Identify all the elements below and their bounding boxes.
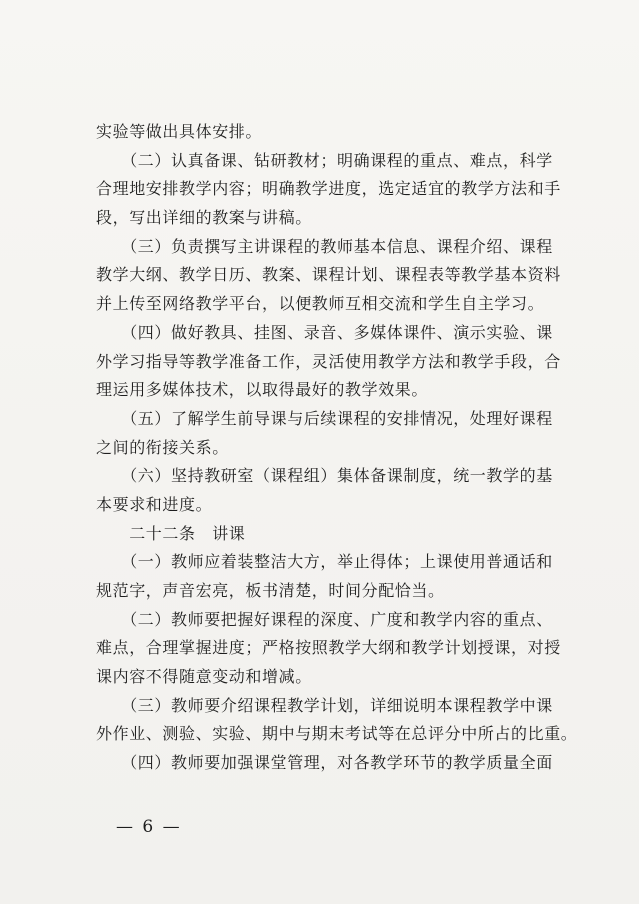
text-line: 课内容不得随意变动和增减。 [96, 667, 312, 687]
text-line: 规范字，声音宏亮，板书清楚，时间分配恰当。 [96, 581, 445, 600]
body-text [96, 118, 576, 778]
page-number: — 6 — [116, 817, 182, 837]
text-line: （四）教师要加强课堂管理，对各教学环节的教学质量全面 [96, 753, 553, 773]
section-heading: 二十二条 讲课 [96, 523, 246, 543]
text-line: 实验等做出具体安排。 [96, 122, 263, 141]
text-line: （四）做好教具、挂图、录音、多媒体课件、演示实验、课 [96, 322, 553, 342]
text-line: 本要求和进度。 [96, 494, 213, 514]
text-line: 并上传至网络教学平台，以便教师互相交流和学生自主学习。 [96, 294, 545, 314]
text-line: （三）负责撰写主讲课程的教师基本信息、课程介绍、课程 [96, 236, 553, 256]
text-line: （三）教师要介绍课程教学计划，详细说明本课程教学中课 [96, 695, 553, 715]
text-line: （二）教师要把握好课程的深度、广度和教学内容的重点、 [96, 609, 553, 629]
text-line: 外作业、测验、实验、期中与期末考试等在总评分中所占的比重。 [96, 724, 578, 744]
text-line: 合理地安排教学内容；明确教学进度，选定适宜的教学方法和手 [96, 179, 561, 199]
text-line: 教学大纲、教学日历、教案、课程计划、课程表等教学基本资料 [96, 265, 561, 285]
text-line: 段，写出详细的教案与讲稿。 [96, 208, 312, 228]
text-line: （二）认真备课、钻研教材；明确课程的重点、难点，科学 [96, 150, 553, 170]
text-line: （六）坚持教研室（课程组）集体备课制度，统一教学的基 [96, 466, 553, 486]
text-line: （五）了解学生前导课与后续课程的安排情况，处理好课程 [96, 408, 553, 428]
text-line: 难点，合理掌握进度；严格按照教学大纲和教学计划授课，对授 [96, 638, 561, 658]
text-line: 理运用多媒体技术，以取得最好的教学效果。 [96, 380, 429, 400]
text-line: 之间的衔接关系。 [96, 437, 229, 457]
text-line: （一）教师应着装整洁大方，举止得体；上课使用普通话和 [96, 552, 553, 572]
text-line: 外学习指导等教学准备工作，灵活使用教学方法和教学手段，合 [96, 351, 561, 371]
